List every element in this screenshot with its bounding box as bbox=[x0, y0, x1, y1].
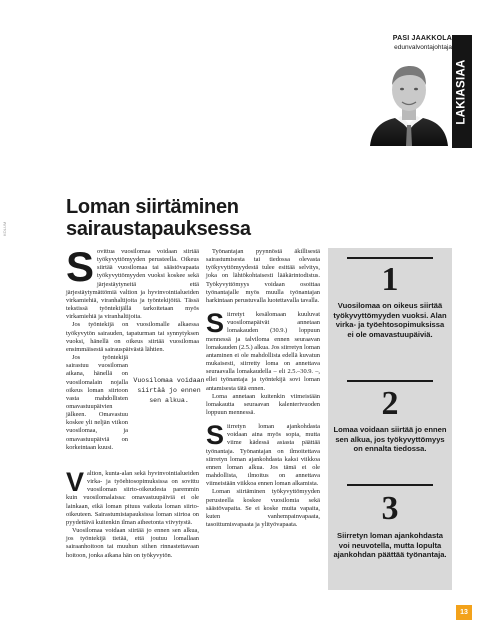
summary-number-3: 3 bbox=[381, 490, 399, 527]
paragraph: Jos työntekijä sairastuu vuosiloman aikana, hänellä on vuosilomalain nojalla oikeus loman siirtoon vasta mahdollisten omavastuupäivien jälkeen. Omavastuu koskee yli neljän viikon vuosilomaa, ja omavastuupäiviä on korkeintaan kuusi. bbox=[66, 354, 128, 451]
column-1 bbox=[66, 243, 199, 452]
paragraph: Vuosilomaa voidaan siirtää jo ennen sen alkua, jos työntekijä tietää, että joutuu lomallaan sairaanhoitoon tai muuhun siihen rinnastettavaan hoitoon, jonka aikana hän on työkyvytön. bbox=[66, 527, 199, 559]
side-label: KOLUM bbox=[2, 221, 7, 236]
drop-cap: S bbox=[206, 308, 225, 339]
paragraph: Siirretyt kesälomaan kuuluvat vuosilomapäivät annetaan lomakauden (30.9.) loppuun mennessä ja talviloma ennen seuraavan lomakauden (2.5.) alkua. Jos siirretyn loman antaminen ei ole mahdollista edellä kuvatun mukaisesti, siirretty loma on annettava seuraavalla lomakaudella – eli 2.5.–30.9. –, ellei työnantaja ja työntekijä sovi loman antamisesta tätä ennen. bbox=[206, 308, 320, 392]
divider bbox=[347, 257, 433, 259]
divider bbox=[347, 484, 433, 486]
summary-number-1: 1 bbox=[381, 261, 399, 298]
page-number: 13 bbox=[456, 605, 472, 620]
divider bbox=[347, 380, 433, 382]
paragraph: Jos työntekijä on vuosilomalle alkaessa työkyvytön sairauden, tapaturman tai synnytyksen vuoksi, hänellä on oikeus siirtää vuosilomaa ensimmäisestä sairauspäivästä lähtien. bbox=[66, 321, 199, 353]
author-name: PASI JAAKKOLA bbox=[392, 35, 452, 42]
paragraph: Siirretyn loman ajankohdasta voidaan aina myös sopia, mutta viime kädessä asiasta päättää työnantaja. Työnantajan on ilmoitettava siirretyn loman ajankohdasta kaksi viikkoa ennen loman alkua. Jos tämä ei ole mahdollista, ilmoitus on annettava viimeistään viikkoa ennen loman alkamista. bbox=[206, 420, 320, 488]
drop-cap: V bbox=[66, 467, 85, 497]
pull-quote: Vuosilomaa voidaan siirtää jo ennen sen alkua. bbox=[133, 377, 205, 404]
paragraph: Loma annetaan kuitenkin viimeistään lomakautta seuraavan kalenterivuoden loppuun mennessä. bbox=[206, 392, 320, 416]
paragraph: Valtion, kunta-alan sekä hyvinvointialueiden virka- ja työehtosopimuksissa on sovittu vuosiloman siirto-oikeudesta paremmin kuin vuosilomalaissa: omavastuupäiviä ei ole lainkaan, eikä loman pituus vaikuta loman siirto-oikeuteen. Sairastumistapauksissa loman siirtoa on pyydettävä kuitenkin ilman aiheetonta viivytystä. bbox=[66, 467, 199, 526]
drop-cap: S bbox=[66, 243, 95, 290]
paragraph: Työnantajan pyynnöstä äkillisestä sairastumisesta tai tiedossa olevasta työkyvyttömyydestä tulee esittää selvitys, joka on lähtökohtaisesti lääkärintodistus. Työkyvyttömyys voidaan osoittaa työnantajalle myös muulla työnantajan harkintaan perustuvalla luotettavalla tavalla. bbox=[206, 248, 320, 304]
column-2 bbox=[206, 248, 320, 529]
title-line-2: sairaustapauksessa bbox=[66, 218, 251, 240]
summary-text-2: Lomaa voidaan siirtää jo ennen sen alkua, jos työkyvyttömyys on ennalta tiedossa. bbox=[333, 425, 447, 454]
author-portrait bbox=[368, 58, 450, 146]
article-title bbox=[66, 196, 326, 240]
summary-text-1: Vuosilomaa on oikeus siirtää työkyvyttömyyden vuoksi. Alan virka- ja työehtosopimuksissa ei ole omavastuupäiviä. bbox=[333, 301, 447, 339]
title-line-1: Loman siirtäminen bbox=[66, 196, 239, 218]
drop-cap: S bbox=[206, 420, 225, 451]
summary-number-2: 2 bbox=[381, 385, 399, 422]
section-label: LAKIASIAA bbox=[456, 58, 468, 125]
paragraph: Loman siirtäminen työkyvyttömyyden perusteella koskee vuosilomia sekä säästövapaita. Se ei koske muita vapaita, kuten vanhempainvapaata, tasoittumisvapaata ja ylityövapaata. bbox=[206, 488, 320, 528]
column-1-lower bbox=[66, 467, 199, 560]
author-role: edunvalvontajohtaja bbox=[394, 44, 452, 51]
paragraph: Sovittua vuosilomaa voidaan siirtää työkyvyttömyyden perusteella. Oikeus siirtää vuosilomaa tai säästövapaata työkyvyttömyyden vuoksi koskee sekä järjestäytyneitä että järjestäytymättömiä valtion ja hyvinvointialueiden virkamiehiä, viranhaltijoita ja työntekijöitä. Tässä tekstissä työntekijällä tarkoitetaan myös virkamiehiä ja viranhaltijoita. bbox=[66, 243, 199, 321]
section-tab bbox=[452, 35, 472, 148]
summary-text-3: Siirretyn loman ajankohdasta voi neuvotella, mutta lopulta ajankohdan päättää työnantaja. bbox=[333, 531, 447, 560]
